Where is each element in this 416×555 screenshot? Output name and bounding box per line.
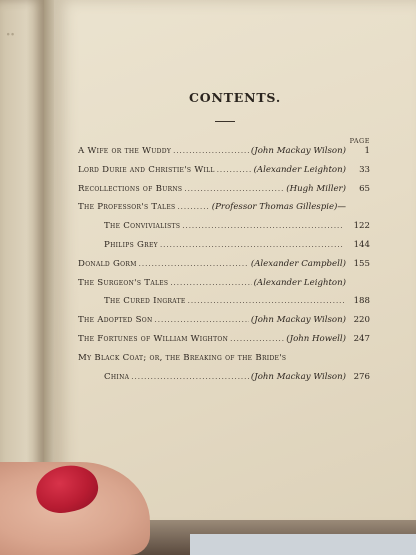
toc-entry-title: China <box>104 371 130 382</box>
toc-entry-page: 276 <box>353 371 370 382</box>
toc-entry-author: (Professor Thomas Gillespie)— <box>211 202 346 213</box>
toc-entry <box>78 146 370 165</box>
toc-entry-title: Lord Durie and Christie's Will <box>78 164 215 175</box>
leader-dots <box>182 222 344 230</box>
leader-dots <box>217 166 252 174</box>
toc-entry-title: The Cured Ingrate <box>104 296 186 307</box>
leader-dots <box>155 316 249 324</box>
toc-entry-title: The Adopted Son <box>78 315 153 326</box>
toc-entry <box>78 259 370 278</box>
table-surface <box>190 534 416 555</box>
toc-entry-author: (John Mackay Wilson) <box>250 371 346 382</box>
toc-entry <box>78 221 370 240</box>
toc-entry <box>78 353 370 372</box>
toc-entry-author: (Alexander Leighton) <box>253 277 346 288</box>
leader-dots <box>230 335 284 343</box>
leader-dots <box>170 279 251 287</box>
leader-dots <box>131 373 249 381</box>
toc-entry-author: (Alexander Leighton) <box>253 164 346 175</box>
toc-entry-page: 65 <box>359 183 370 194</box>
toc-entry-author: (Hugh Miller) <box>286 183 346 194</box>
toc-entry-title: The Fortunes of William Wighton <box>78 333 229 344</box>
toc-entry-author: (John Mackay Wilson) <box>250 146 346 156</box>
toc-entry-title: Donald Gorm <box>78 258 137 269</box>
toc-entry <box>78 278 370 297</box>
toc-entry-page: 220 <box>353 315 370 326</box>
toc-entry-page: 144 <box>353 239 370 250</box>
contents-heading: CONTENTS. <box>189 90 281 105</box>
toc-entry-author: (John Howell) <box>286 333 346 344</box>
toc-entry-title: Philips Grey <box>104 239 158 250</box>
toc-entry-author: (Alexander Campbell) <box>250 258 346 269</box>
toc-entry <box>78 165 370 184</box>
toc-entry-page: 33 <box>359 164 370 175</box>
leader-dots <box>173 147 249 155</box>
toc-entry <box>78 240 370 259</box>
toc-entry-page: 188 <box>353 296 370 307</box>
heading-rule <box>215 121 235 122</box>
toc-entry-title: The Surgeon's Tales <box>78 277 169 288</box>
leader-dots <box>177 203 209 211</box>
leader-dots <box>139 260 249 268</box>
leader-dots <box>188 297 344 305</box>
toc-entry <box>78 315 370 334</box>
toc-entry-title: The Convivialists <box>104 221 181 232</box>
toc-entry-page: 122 <box>353 221 370 232</box>
toc-entry <box>78 296 370 315</box>
toc-entry-author: (John Mackay Wilson) <box>250 315 346 326</box>
toc-entry-title: My Black Coat; or, the Breaking of the Bride's <box>78 352 287 363</box>
toc-entry <box>78 372 370 391</box>
toc-entry <box>78 184 370 203</box>
toc-entry-page: 247 <box>353 333 370 344</box>
toc-entry-title: Recollections of Burns <box>78 183 183 194</box>
toc-entry-page: 1 <box>364 146 370 156</box>
leader-dots <box>160 241 344 249</box>
faint-print-marks: ∙∙ <box>6 30 15 40</box>
toc-entry-page: 155 <box>353 258 370 269</box>
page-column-label: PAGE <box>349 137 370 145</box>
toc-entry <box>78 202 370 221</box>
toc-entry-title: A Wife or the Wuddy <box>78 146 172 156</box>
toc-entry <box>78 334 370 353</box>
toc-entry-title: The Professor's Tales <box>78 202 176 213</box>
facing-page-edge <box>0 0 44 520</box>
table-of-contents <box>78 146 370 390</box>
leader-dots <box>184 185 284 193</box>
